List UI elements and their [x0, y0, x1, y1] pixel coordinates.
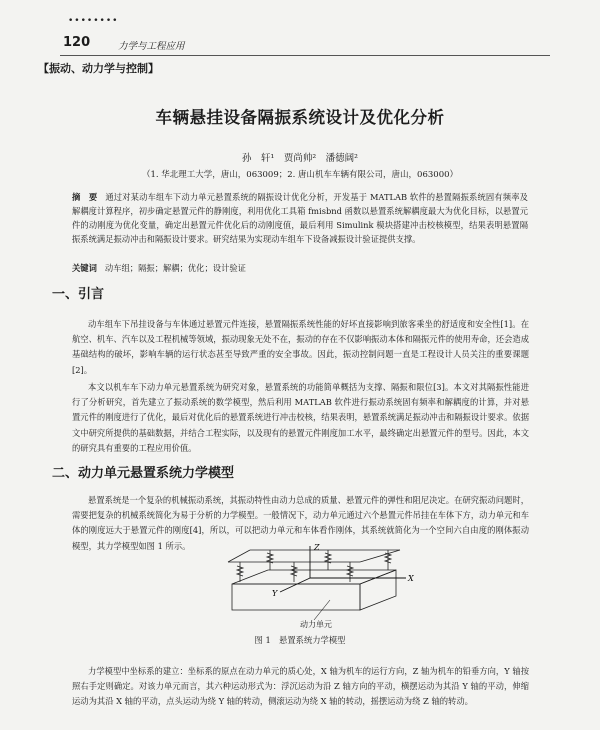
keywords-label: 关键词	[72, 263, 97, 273]
page-number: 120	[63, 35, 91, 50]
header-dots: ••••••••	[68, 16, 119, 26]
author-list: 孙 轩¹ 贾尚帅² 潘德阔²	[242, 153, 358, 164]
page-header	[30, 8, 550, 54]
figure-part-label: 动力单元	[300, 620, 332, 629]
section-heading-model: 二、动力单元悬置系统力学模型	[52, 466, 235, 481]
header-rule	[60, 55, 550, 56]
abstract	[72, 190, 528, 246]
axis-label-x: X	[408, 574, 414, 583]
affiliations: （1. 华北理工大学，唐山，063009；2. 唐山机车车辆有限公司，唐山，063000）	[141, 170, 459, 180]
axis-label-y: Y	[272, 589, 278, 598]
paragraph-intro-2: 本文以机车车下动力单元悬置系统为研究对象，悬置系统的功能简单概括为支撑、隔振和限位[3]。本文对其隔振性能进行了分析研究，首先建立了振动系统的数学模型，然后利用 MATLAB 软件进行振动系统固有频率和解耦度的计算，并对悬置元件的刚度进行了优化，最后对优化后的悬置系统进行冲击校核，结果表明，悬置系统满足振动冲击和隔振设计要求。依据文中研究所提供的基础数据，并结合工程实际，以及现有的悬置元件刚度加工水平，最终确定出悬置元件的型号。因此，本文的研究具有重要的工程应用价值。	[72, 382, 529, 453]
section-tag: 【振动、动力学与控制】	[38, 62, 159, 75]
section-heading-intro: 一、引言	[52, 287, 105, 302]
paragraph-model-2: 力学模型中坐标系的建立：坐标系的原点在动力单元的质心处，X 轴为机车的运行方向，Z 轴为机车的铅垂方向，Y 轴按照右手定则确定。对该力单元而言，其六种运动形式为：浮沉运动为沿 Z 轴方向的平动，横摆运动为其沿 Y 轴的平动，伸缩运动为其沿 X 轴的平动，点头运动为绕 Y 轴的转动，侧滚运动为绕 X 轴的转动，摇摆运动为绕 Z 轴的转动。	[72, 666, 529, 707]
abstract-text: 通过对某动车组车下动力单元悬置系统的隔振设计优化分析，开发基于 MATLAB 软件的悬置隔振系统固有频率及解耦度计算程序，初步确定悬置元件的静刚度，利用优化工具箱 fmisbnd 函数以悬置系统解耦度最大为优化目标，以悬置元件的动刚度为优化变量，确定出悬置元件优化后的动刚度值，最后利用 Simulink 模块搭建冲击校核模型，结果表明悬置隔振系统满足振动冲击和隔振设计要求。研究结果为实现动车组车下设备减振设计验证提供支撑。	[72, 192, 528, 244]
journal-name: 力学与工程应用	[118, 41, 185, 52]
article-title: 车辆悬挂设备隔振系统设计及优化分析	[155, 108, 445, 127]
power-unit-box	[232, 570, 396, 610]
figure-caption: 图 1 悬置系统力学模型	[254, 635, 346, 645]
figure-mechanical-model	[210, 544, 450, 648]
axis-lines	[280, 546, 406, 592]
mount-springs	[237, 550, 391, 582]
axis-label-z: Z	[314, 544, 320, 552]
paragraph-intro-1: 动车组车下吊挂设备与车体通过悬置元件连接，悬置隔振系统性能的好坏直接影响到旅客乘坐的舒适度和安全性[1]。在航空、机车、汽车以及工程机械等领域，振动现象无处不在，振动的存在不仅影响振动本体和隔振元件的使用寿命，还会造成基础结构的破坏，影响车辆的运行状态甚至导致严重的安全事故。因此，振动控制问题一直是工程设计人员关注的重要课题[2]。	[72, 319, 529, 375]
keywords-text: 动车组；隔振；解耦；优化；设计验证	[104, 263, 246, 273]
abstract-label: 摘 要	[72, 192, 98, 202]
keywords	[72, 262, 528, 274]
paragraph-model-1: 悬置系统是一个复杂的机械振动系统，其振动特性由动力总成的质量、悬置元件的弹性和阻尼决定。在研究振动问题时，需要把复杂的机械系统简化为易于分析的力学模型。一般情况下，动力单元通过六个悬置元件吊挂在车体下方，动力单元和车体的刚度远大于悬置元件的刚度[4]，所以，可以把动力单元和车体看作刚体，其系统就简化为一个空间六自由度的刚体振动模型，其力学模型如图 1 所示。	[72, 495, 529, 551]
